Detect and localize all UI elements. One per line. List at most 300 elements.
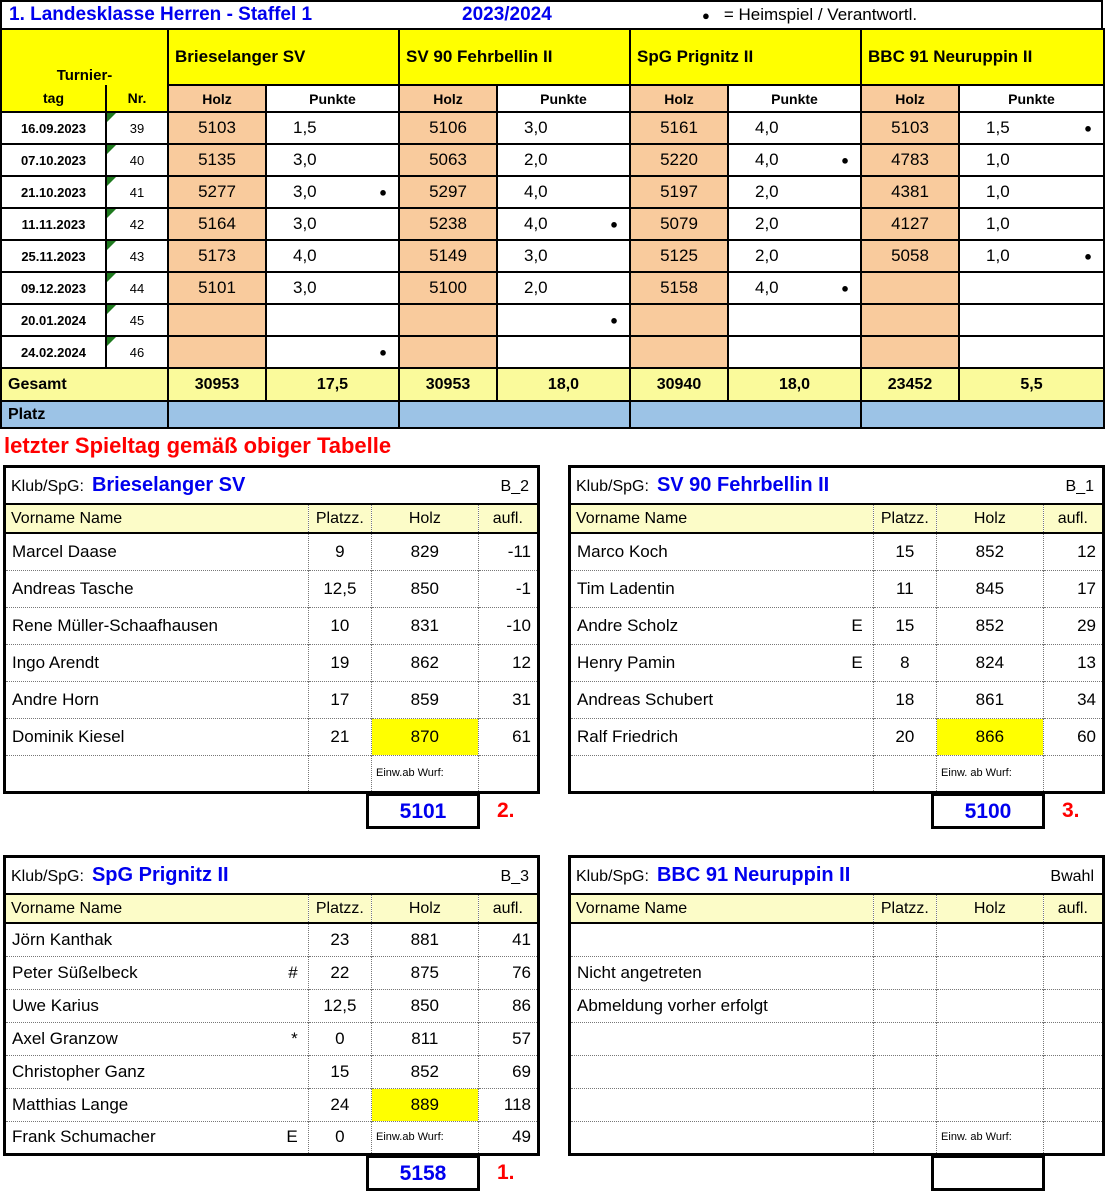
home-bullet-icon: ●	[610, 312, 618, 328]
holz-cell	[937, 681, 1044, 718]
player-row	[570, 923, 1104, 956]
match-row	[1, 336, 1104, 368]
punkte-cell	[728, 112, 861, 144]
match-number-cell	[106, 208, 168, 240]
club-table-neuruppin	[568, 855, 1105, 1191]
holz-cell	[372, 1022, 479, 1055]
platzz-header: Platzz.	[308, 504, 371, 533]
holz-cell	[372, 956, 479, 989]
home-bullet-icon: ●	[1084, 248, 1093, 264]
club-title-row	[570, 857, 1104, 895]
holz-header: Holz	[861, 85, 959, 112]
player-name-cell	[5, 1121, 309, 1154]
player-name: Matthias Lange	[12, 1094, 129, 1114]
match-number: 44	[129, 280, 145, 296]
aufl-cell: -11	[478, 533, 538, 570]
player-name: Frank Schumacher	[12, 1127, 156, 1146]
platz-label: Platz	[1, 401, 168, 428]
holz-cell: 5173	[168, 240, 266, 272]
platzz-cell: 12,5	[308, 570, 371, 607]
player-name: Marco Koch	[577, 541, 668, 561]
club-header-row	[5, 894, 539, 923]
holz-cell: 4127	[861, 208, 959, 240]
club-name: SV 90 Fehrbellin II	[656, 474, 830, 496]
gesamt-punkte: 18,0	[497, 368, 630, 401]
league-table-section	[0, 0, 1103, 429]
klub-label: Klub/SpG:	[11, 868, 84, 885]
club-title-row	[5, 467, 539, 505]
platzz-cell: 18	[873, 681, 936, 718]
platzz-cell	[873, 1088, 936, 1121]
holz-value: 829	[410, 541, 440, 561]
aufl-cell	[1043, 1022, 1103, 1055]
player-row	[570, 1088, 1104, 1121]
player-row	[5, 1088, 539, 1121]
holz-cell	[937, 1121, 1044, 1154]
holz-cell: 5135	[168, 144, 266, 176]
holz-cell	[372, 755, 479, 792]
aufl-cell: 69	[478, 1055, 538, 1088]
match-number: 46	[129, 344, 145, 360]
date-cell: 20.01.2024	[1, 304, 106, 336]
team-header-fehrbellin: SV 90 Fehrbellin II	[399, 29, 630, 85]
club-title-cell	[5, 467, 539, 505]
player-name-cell	[570, 1022, 874, 1055]
aufl-cell	[1043, 1121, 1103, 1154]
aufl-cell: 49	[478, 1121, 538, 1154]
date-cell: 25.11.2023	[1, 240, 106, 272]
punkte-cell	[728, 176, 861, 208]
player-row	[570, 570, 1104, 607]
holz-cell	[937, 533, 1044, 570]
holz-cell: 5079	[630, 208, 728, 240]
match-row	[1, 240, 1104, 272]
player-name-cell	[5, 607, 309, 644]
team-total-box: 5158	[366, 1155, 480, 1191]
holz-value: 824	[975, 652, 1005, 672]
club-title-cell	[5, 857, 539, 895]
club-name: SpG Prignitz II	[91, 864, 229, 886]
club-roster-table	[3, 855, 540, 1156]
date-cell: 16.09.2023	[1, 112, 106, 144]
holz-value: 875	[410, 962, 440, 982]
match-number-cell	[106, 336, 168, 368]
holz-cell	[937, 956, 1044, 989]
aufl-header: aufl.	[1043, 504, 1103, 533]
aufl-cell: 17	[1043, 570, 1103, 607]
punkte-cell	[266, 336, 399, 368]
club-roster-table	[3, 465, 540, 794]
holz-value: 850	[410, 995, 440, 1015]
home-bullet-icon: ●	[379, 184, 387, 200]
klub-label: Klub/SpG:	[576, 868, 649, 885]
punkte-cell	[728, 336, 861, 368]
match-row	[1, 112, 1104, 144]
aufl-cell: 34	[1043, 681, 1103, 718]
player-name: Marcel Daase	[12, 541, 117, 561]
holz-header: Holz	[372, 504, 479, 533]
aufl-cell: 29	[1043, 607, 1103, 644]
platzz-cell: 8	[873, 644, 936, 681]
match-number: 41	[129, 184, 145, 200]
punkte-cell	[959, 176, 1104, 208]
player-name: Uwe Karius	[12, 995, 99, 1015]
punkte-value: 1,5	[986, 118, 1010, 137]
punkte-cell	[266, 272, 399, 304]
holz-cell: 4783	[861, 144, 959, 176]
home-bullet-icon: ●	[702, 7, 710, 23]
player-name: Peter Süßelbeck	[12, 962, 138, 982]
platzz-cell	[873, 755, 936, 792]
club-title-cell	[570, 467, 1104, 505]
holz-cell: 5297	[399, 176, 497, 208]
holz-value: 859	[410, 689, 440, 709]
tag-header: tag	[1, 85, 106, 112]
holz-cell	[937, 607, 1044, 644]
platzz-header: Platzz.	[873, 894, 936, 923]
holz-header: Holz	[372, 894, 479, 923]
player-row	[5, 1022, 539, 1055]
punkte-value: 3,0	[524, 246, 548, 265]
platzz-cell: 20	[873, 718, 936, 755]
player-name: Ralf Friedrich	[577, 726, 679, 746]
holz-cell	[372, 570, 479, 607]
player-name: Ingo Arendt	[12, 652, 99, 672]
holz-cell	[372, 533, 479, 570]
holz-cell	[937, 644, 1044, 681]
punkte-cell	[959, 208, 1104, 240]
player-name-cell	[570, 923, 874, 956]
date-cell: 09.12.2023	[1, 272, 106, 304]
player-row	[5, 681, 539, 718]
player-name-cell	[5, 989, 309, 1022]
name-header: Vorname Name	[5, 894, 309, 923]
einw-note: Einw.ab Wurf:	[376, 767, 444, 779]
name-header: Vorname Name	[5, 504, 309, 533]
platzz-cell: 12,5	[308, 989, 371, 1022]
aufl-cell	[1043, 923, 1103, 956]
punkte-value: 4,0	[755, 150, 779, 169]
team-header-prignitz: SpG Prignitz II	[630, 29, 861, 85]
match-row	[1, 272, 1104, 304]
punkte-value: 2,0	[524, 278, 548, 297]
punkte-value: 1,0	[986, 214, 1010, 233]
club-code: Bwahl	[1050, 868, 1094, 885]
platzz-cell: 15	[308, 1055, 371, 1088]
punkte-value: 4,0	[755, 118, 779, 137]
match-number: 39	[129, 120, 145, 136]
punkte-cell	[266, 240, 399, 272]
subtitle: letzter Spieltag gemäß obiger Tabelle	[4, 433, 392, 458]
team-header-brieselang: Brieselanger SV	[168, 29, 399, 85]
platzz-cell: 19	[308, 644, 371, 681]
punkte-value: 3,0	[293, 182, 317, 201]
subheader-row	[1, 85, 1104, 112]
player-row	[5, 1055, 539, 1088]
aufl-cell: 61	[478, 718, 538, 755]
club-header-row	[570, 894, 1104, 923]
holz-value: 866	[975, 726, 1005, 746]
platzz-cell	[873, 923, 936, 956]
holz-cell	[630, 304, 728, 336]
holz-cell	[372, 681, 479, 718]
player-name: Axel Granzow	[12, 1028, 118, 1048]
player-row	[570, 644, 1104, 681]
punkte-cell	[497, 272, 630, 304]
platzz-cell: 0	[308, 1022, 371, 1055]
platz-cell	[861, 401, 1104, 428]
player-name-cell	[5, 956, 309, 989]
excel-flag-icon	[107, 177, 116, 186]
player-name-cell	[5, 1055, 309, 1088]
name-header: Vorname Name	[570, 504, 874, 533]
holz-cell	[937, 1022, 1044, 1055]
player-name-cell	[570, 755, 874, 792]
punkte-cell	[959, 336, 1104, 368]
holz-cell	[372, 989, 479, 1022]
date-cell: 21.10.2023	[1, 176, 106, 208]
punkte-cell	[959, 240, 1104, 272]
punkte-value: 4,0	[755, 278, 779, 297]
holz-cell: 5238	[399, 208, 497, 240]
league-table	[0, 28, 1105, 429]
player-row	[5, 607, 539, 644]
club-footer	[568, 1155, 1105, 1191]
player-name: Abmeldung vorher erfolgt	[577, 995, 768, 1015]
player-name: Henry Pamin	[577, 652, 676, 672]
platzz-cell: 23	[308, 923, 371, 956]
punkte-value: 1,0	[986, 150, 1010, 169]
holz-cell	[937, 989, 1044, 1022]
player-name: Nicht angetreten	[577, 962, 702, 982]
excel-flag-icon	[107, 337, 116, 346]
holz-header: Holz	[399, 85, 497, 112]
player-row	[5, 1121, 539, 1154]
player-name-cell	[5, 533, 309, 570]
platzz-cell: 15	[873, 607, 936, 644]
match-row	[1, 304, 1104, 336]
aufl-cell	[1043, 1055, 1103, 1088]
player-name: Andreas Tasche	[12, 578, 134, 598]
player-name-cell	[570, 956, 874, 989]
player-row	[570, 1121, 1104, 1154]
holz-cell	[861, 272, 959, 304]
punkte-cell	[497, 176, 630, 208]
excel-flag-icon	[107, 113, 116, 122]
team-total-box	[931, 1155, 1045, 1191]
aufl-cell: -1	[478, 570, 538, 607]
player-row	[570, 1055, 1104, 1088]
platzz-cell: 15	[873, 533, 936, 570]
home-bullet-icon: ●	[610, 216, 618, 232]
platzz-cell: 21	[308, 718, 371, 755]
aufl-cell: 60	[1043, 718, 1103, 755]
holz-cell	[630, 336, 728, 368]
punkte-cell	[728, 272, 861, 304]
nr-header: Nr.	[106, 85, 168, 112]
player-row	[570, 681, 1104, 718]
punkte-value: 4,0	[524, 214, 548, 233]
platzz-cell	[873, 956, 936, 989]
holz-value: 852	[975, 615, 1005, 635]
punkte-value: 2,0	[524, 150, 548, 169]
match-number: 42	[129, 216, 145, 232]
holz-value: 870	[410, 726, 440, 746]
gesamt-holz: 30953	[399, 368, 497, 401]
player-row	[570, 755, 1104, 792]
date-cell: 11.11.2023	[1, 208, 106, 240]
punkte-value: 4,0	[524, 182, 548, 201]
player-name-cell	[570, 607, 874, 644]
club-title-cell	[570, 857, 1104, 895]
home-bullet-icon: ●	[841, 152, 850, 168]
platzz-cell	[873, 1055, 936, 1088]
player-marker: *	[291, 1028, 298, 1048]
punkte-cell	[728, 208, 861, 240]
holz-cell	[372, 644, 479, 681]
platzz-cell	[873, 989, 936, 1022]
player-name-cell	[570, 570, 874, 607]
aufl-cell	[478, 755, 538, 792]
home-bullet-icon: ●	[841, 280, 850, 296]
season-label: 2023/2024	[462, 4, 552, 25]
holz-cell: 5164	[168, 208, 266, 240]
platzz-cell: 11	[873, 570, 936, 607]
aufl-cell	[1043, 755, 1103, 792]
team-header-neuruppin: BBC 91 Neuruppin II	[861, 29, 1104, 85]
club-code: B_3	[500, 868, 529, 885]
aufl-cell: -10	[478, 607, 538, 644]
team-total-box: 5100	[931, 793, 1045, 829]
club-title-row	[570, 467, 1104, 505]
player-name-cell	[5, 755, 309, 792]
holz-cell: 5149	[399, 240, 497, 272]
player-name-cell	[570, 1121, 874, 1154]
holz-cell	[861, 304, 959, 336]
punkte-header: Punkte	[497, 85, 630, 112]
aufl-cell	[1043, 1088, 1103, 1121]
holz-cell	[937, 755, 1044, 792]
match-number-cell	[106, 304, 168, 336]
match-number-cell	[106, 176, 168, 208]
holz-header: Holz	[630, 85, 728, 112]
player-marker: #	[288, 962, 298, 982]
player-row	[570, 607, 1104, 644]
holz-cell	[937, 923, 1044, 956]
rank-label: 2.	[497, 798, 515, 822]
platzz-cell	[873, 1121, 936, 1154]
player-row	[5, 718, 539, 755]
klub-label: Klub/SpG:	[11, 478, 84, 495]
player-name: Tim Ladentin	[577, 578, 675, 598]
gesamt-row	[1, 368, 1104, 401]
gesamt-label: Gesamt	[1, 368, 168, 401]
platz-cell	[399, 401, 630, 428]
punkte-cell	[497, 208, 630, 240]
holz-value: 861	[975, 689, 1005, 709]
punkte-cell	[266, 144, 399, 176]
platzz-cell: 9	[308, 533, 371, 570]
club-name: BBC 91 Neuruppin II	[656, 864, 851, 886]
holz-cell: 5106	[399, 112, 497, 144]
player-row	[570, 956, 1104, 989]
aufl-cell	[1043, 989, 1103, 1022]
platzz-cell	[873, 1022, 936, 1055]
holz-cell	[937, 1088, 1044, 1121]
gesamt-punkte: 5,5	[959, 368, 1104, 401]
platz-row	[1, 401, 1104, 428]
rank-label: 1.	[497, 1160, 515, 1184]
home-bullet-icon: ●	[379, 344, 387, 360]
platzz-cell: 17	[308, 681, 371, 718]
holz-value: 852	[975, 541, 1005, 561]
aufl-cell: 41	[478, 923, 538, 956]
aufl-cell: 31	[478, 681, 538, 718]
player-marker: E	[851, 615, 863, 635]
einw-note: Einw. ab Wurf:	[941, 1131, 1012, 1143]
holz-cell-highlighted	[372, 718, 479, 755]
holz-cell: 5103	[861, 112, 959, 144]
aufl-cell: 13	[1043, 644, 1103, 681]
punkte-cell	[266, 112, 399, 144]
holz-cell: 5125	[630, 240, 728, 272]
player-row	[5, 923, 539, 956]
home-bullet-icon: ●	[1084, 120, 1093, 136]
date-cell: 24.02.2024	[1, 336, 106, 368]
club-code: B_1	[1065, 478, 1094, 495]
club-footer	[3, 1155, 540, 1191]
player-name: Andre Scholz	[577, 615, 679, 635]
holz-cell: 5100	[399, 272, 497, 304]
holz-cell	[372, 1055, 479, 1088]
club-table-prignitz	[3, 855, 540, 1191]
punkte-header: Punkte	[728, 85, 861, 112]
club-code: B_2	[500, 478, 529, 495]
match-row	[1, 208, 1104, 240]
match-number-cell	[106, 112, 168, 144]
aufl-cell: 86	[478, 989, 538, 1022]
platzz-cell: 0	[308, 1121, 371, 1154]
player-marker: E	[286, 1127, 298, 1146]
punkte-value: 2,0	[755, 182, 779, 201]
gesamt-holz: 23452	[861, 368, 959, 401]
date-cell: 07.10.2023	[1, 144, 106, 176]
name-header: Vorname Name	[570, 894, 874, 923]
punkte-value: 4,0	[293, 246, 317, 265]
player-name-cell	[570, 1088, 874, 1121]
turniertag-header: Turnier-	[1, 29, 168, 85]
platz-cell	[168, 401, 399, 428]
excel-flag-icon	[107, 273, 116, 282]
punkte-cell	[266, 176, 399, 208]
gesamt-punkte: 18,0	[728, 368, 861, 401]
player-row	[5, 956, 539, 989]
aufl-cell: 12	[478, 644, 538, 681]
player-name-cell	[570, 1055, 874, 1088]
holz-cell	[937, 570, 1044, 607]
player-name: Rene Müller-Schaafhausen	[12, 615, 219, 635]
holz-header: Holz	[168, 85, 266, 112]
holz-cell	[937, 1055, 1044, 1088]
club-roster-table	[568, 465, 1105, 794]
punkte-cell	[497, 240, 630, 272]
punkte-cell	[497, 336, 630, 368]
club-header-row	[570, 504, 1104, 533]
player-name-cell	[5, 644, 309, 681]
holz-cell: 5161	[630, 112, 728, 144]
holz-cell	[372, 1121, 479, 1154]
punkte-value: 1,0	[986, 182, 1010, 201]
